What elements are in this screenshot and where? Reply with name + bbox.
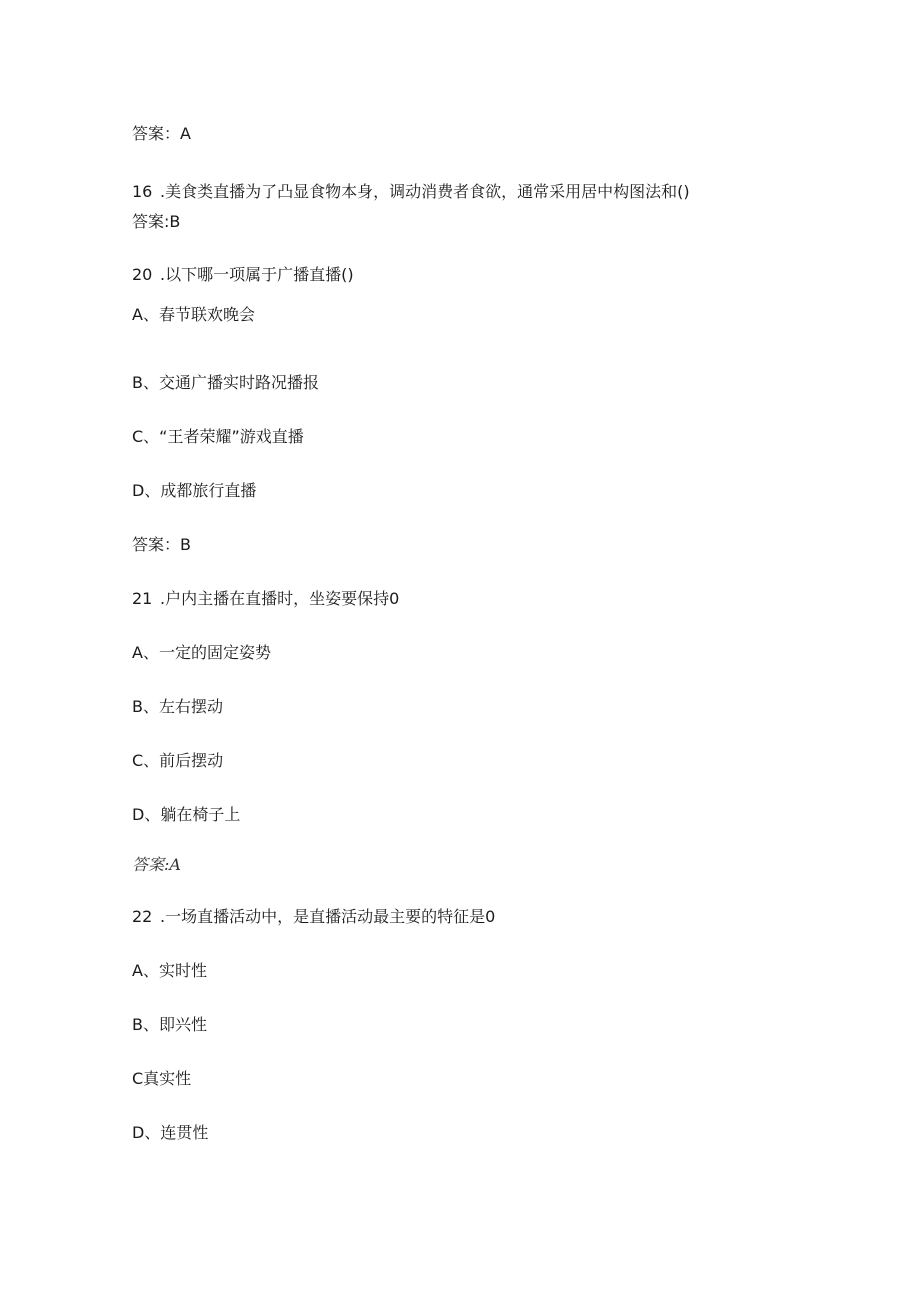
option-a bbox=[132, 305, 255, 325]
option-text: B、左右摆动 bbox=[132, 697, 223, 716]
question-text: .美食类直播为了凸显食物本身，调动消费者食欲，通常采用居中构图法和() bbox=[160, 182, 690, 201]
option-c bbox=[132, 1069, 191, 1089]
option-text: D、成都旅行直播 bbox=[132, 481, 257, 500]
option-text: C、“王者荣耀”游戏直播 bbox=[132, 427, 304, 446]
question-21 bbox=[132, 589, 399, 609]
option-text: D、躺在椅子上 bbox=[132, 805, 241, 824]
option-b bbox=[132, 1015, 207, 1035]
answer-line bbox=[132, 855, 181, 875]
option-d bbox=[132, 1123, 208, 1143]
question-20 bbox=[132, 265, 354, 285]
question-number: 22 bbox=[132, 907, 153, 926]
answer-text: 答案：B bbox=[132, 535, 191, 554]
question-number: 20 bbox=[132, 265, 153, 284]
option-text: C、前后摆动 bbox=[132, 751, 224, 770]
question-text: .以下哪一项属于广播直播() bbox=[160, 265, 354, 284]
option-b bbox=[132, 373, 319, 393]
option-d bbox=[132, 805, 240, 825]
answer-line bbox=[132, 212, 180, 232]
option-a bbox=[132, 961, 207, 981]
option-text: A、实时性 bbox=[132, 961, 207, 980]
question-number: 21 bbox=[132, 589, 153, 608]
option-c bbox=[132, 751, 223, 771]
option-d bbox=[132, 481, 256, 501]
answer-text: 答案：A bbox=[132, 124, 191, 143]
question-text: .户内主播在直播时，坐姿要保持0 bbox=[160, 589, 400, 608]
option-text: C真实性 bbox=[132, 1069, 192, 1088]
answer-line bbox=[132, 535, 191, 555]
option-a bbox=[132, 643, 271, 663]
question-text: .一场直播活动中，是直播活动最主要的特征是0 bbox=[160, 907, 496, 926]
option-c bbox=[132, 427, 304, 447]
answer-text: 答案:A bbox=[132, 855, 181, 874]
question-16 bbox=[132, 182, 690, 202]
option-text: A、一定的固定姿势 bbox=[132, 643, 271, 662]
option-b bbox=[132, 697, 223, 717]
answer-line bbox=[132, 124, 191, 144]
question-number: 16 bbox=[132, 182, 153, 201]
answer-text: 答案:B bbox=[132, 212, 181, 231]
option-text: B、即兴性 bbox=[132, 1015, 207, 1034]
option-text: B、交通广播实时路况播报 bbox=[132, 373, 319, 392]
option-text: D、连贯性 bbox=[132, 1123, 209, 1142]
option-text: A、春节联欢晚会 bbox=[132, 305, 255, 324]
question-22 bbox=[132, 907, 495, 927]
